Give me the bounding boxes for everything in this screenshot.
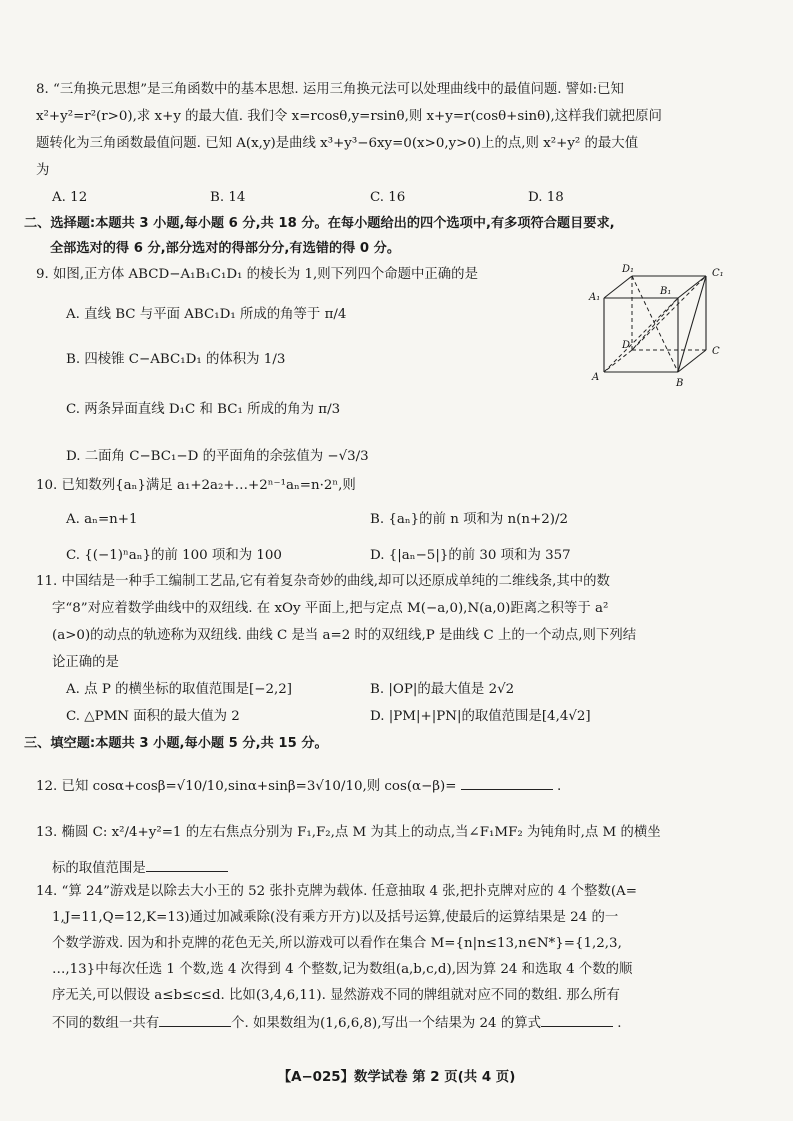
label-d: D xyxy=(622,340,631,351)
section-2-heading: 二、选择题:本题共 3 小题,每小题 6 分,共 18 分。在每小题给出的四个选项中,有多项符合题目要求, xyxy=(24,216,615,231)
cube-figure xyxy=(588,262,738,390)
q8-option-b: B. 14 xyxy=(210,190,246,205)
label-d1: D₁ xyxy=(622,264,635,275)
q8-option-a: A. 12 xyxy=(52,190,88,205)
q8-line-1: 8. “三角换元思想”是三角函数中的基本思想. 运用三角换元法可以处理曲线中的最值问题. 譬如:已知 xyxy=(36,82,624,97)
q11-line-2: 字“8”对应着数学曲线中的双纽线. 在 xOy 平面上,把与定点 M(−a,0),N(a,0)距离之积等于 a² xyxy=(52,601,609,616)
page-footer: 【A−025】数学试卷 第 2 页(共 4 页) xyxy=(277,1070,516,1085)
q14-line-3: 个数学游戏. 因为和扑克牌的花色无关,所以游戏可以看作在集合 M={n|n≤13,n∈N*}={1,2,3, xyxy=(52,936,622,951)
q9-stem: 9. 如图,正方体 ABCD−A₁B₁C₁D₁ 的棱长为 1,则下列四个命题中正确的是 xyxy=(36,267,478,282)
q14-line-2: 1,J=11,Q=12,K=13)通过加减乘除(没有乘方开方)以及括号运算,使最后的运算结果是 24 的一 xyxy=(52,910,619,925)
q10-option-a: A. aₙ=n+1 xyxy=(66,512,138,527)
label-b: B xyxy=(676,378,684,389)
q10-stem: 10. 已知数列{aₙ}满足 a₁+2a₂+…+2ⁿ⁻¹aₙ=n·2ⁿ,则 xyxy=(36,478,356,493)
q13-line-1: 13. 椭圆 C: x²/4+y²=1 的左右焦点分别为 F₁,F₂,点 M 为其上的动点,当∠F₁MF₂ 为钝角时,点 M 的横坐 xyxy=(36,825,661,840)
q11-option-b: B. |OP|的最大值是 2√2 xyxy=(370,682,515,697)
q9-option-a: A. 直线 BC 与平面 ABC₁D₁ 所成的角等于 π/4 xyxy=(66,307,347,322)
q9-option-d: D. 二面角 C−BC₁−D 的平面角的余弦值为 −√3/3 xyxy=(66,449,369,464)
q10-option-c: C. {(−1)ⁿaₙ}的前 100 项和为 100 xyxy=(66,548,282,563)
q10-option-d: D. {|aₙ−5|}的前 30 项和为 357 xyxy=(370,548,571,563)
q10-option-b: B. {aₙ}的前 n 项和为 n(n+2)/2 xyxy=(370,512,568,527)
q8-line-3: 题转化为三角函数最值问题. 已知 A(x,y)是曲线 x³+y³−6xy=0(x>0,y>0)上的点,则 x²+y² 的最大值 xyxy=(36,136,639,151)
q11-option-d: D. |PM|+|PN|的取值范围是[4,4√2] xyxy=(370,709,591,724)
q8-option-c: C. 16 xyxy=(370,190,406,205)
label-a1: A₁ xyxy=(589,292,601,303)
q9-option-c: C. 两条异面直线 D₁C 和 BC₁ 所成的角为 π/3 xyxy=(66,402,341,417)
section-2-heading-cont: 全部选对的得 6 分,部分选对的得部分分,有选错的得 0 分。 xyxy=(50,241,401,256)
q12-stem: 12. 已知 cosα+cosβ=√10/10,sinα+sinβ=3√10/10,则 cos(α−β)= . xyxy=(36,775,561,797)
q12-answer-blank[interactable] xyxy=(461,775,553,790)
q14-expression-blank[interactable] xyxy=(541,1012,613,1027)
label-a: A xyxy=(592,372,600,383)
q11-line-4: 论正确的是 xyxy=(52,655,119,670)
section-3-heading: 三、填空题:本题共 3 小题,每小题 5 分,共 15 分。 xyxy=(24,736,328,751)
label-c1: C₁ xyxy=(712,268,724,279)
q11-option-a: A. 点 P 的横坐标的取值范围是[−2,2] xyxy=(66,682,292,697)
label-c: C xyxy=(712,346,720,357)
q8-line-2: x²+y²=r²(r>0),求 x+y 的最大值. 我们令 x=rcosθ,y=rsinθ,则 x+y=r(cosθ+sinθ),这样我们就把原问 xyxy=(36,109,662,124)
q14-line-5: 序无关,可以假设 a≤b≤c≤d. 比如(3,4,6,11). 显然游戏不同的牌组就对应不同的数组. 那么所有 xyxy=(52,988,620,1003)
q8-option-d: D. 18 xyxy=(528,190,564,205)
q11-line-3: (a>0)的动点的轨迹称为双纽线. 曲线 C 是当 a=2 时的双纽线,P 是曲线 C 上的一个动点,则下列结 xyxy=(52,628,637,643)
q9-option-b: B. 四棱锥 C−ABC₁D₁ 的体积为 1/3 xyxy=(66,352,286,367)
q11-option-c: C. △PMN 面积的最大值为 2 xyxy=(66,709,240,724)
q14-line-4: …,13}中每次任选 1 个数,选 4 次得到 4 个整数,记为数组(a,b,c,d),因为算 24 和选取 4 个数的顺 xyxy=(52,962,633,977)
q11-line-1: 11. 中国结是一种手工编制工艺品,它有着复杂奇妙的曲线,却可以还原成单纯的二维线条,其中的数 xyxy=(36,574,610,589)
q8-line-4: 为 xyxy=(36,163,50,178)
q14-line-6: 不同的数组一共有 个. 如果数组为(1,6,6,8),写出一个结果为 24 的算式 . xyxy=(52,1012,622,1034)
q14-line-1: 14. “算 24”游戏是以除去大小王的 52 张扑克牌为载体. 任意抽取 4 张,把扑克牌对应的 4 个整数(A= xyxy=(36,884,637,899)
q13-line-2: 标的取值范围是 xyxy=(52,857,228,879)
q14-count-blank[interactable] xyxy=(159,1012,231,1027)
label-b1: B₁ xyxy=(660,286,672,297)
q13-answer-blank[interactable] xyxy=(146,857,228,872)
